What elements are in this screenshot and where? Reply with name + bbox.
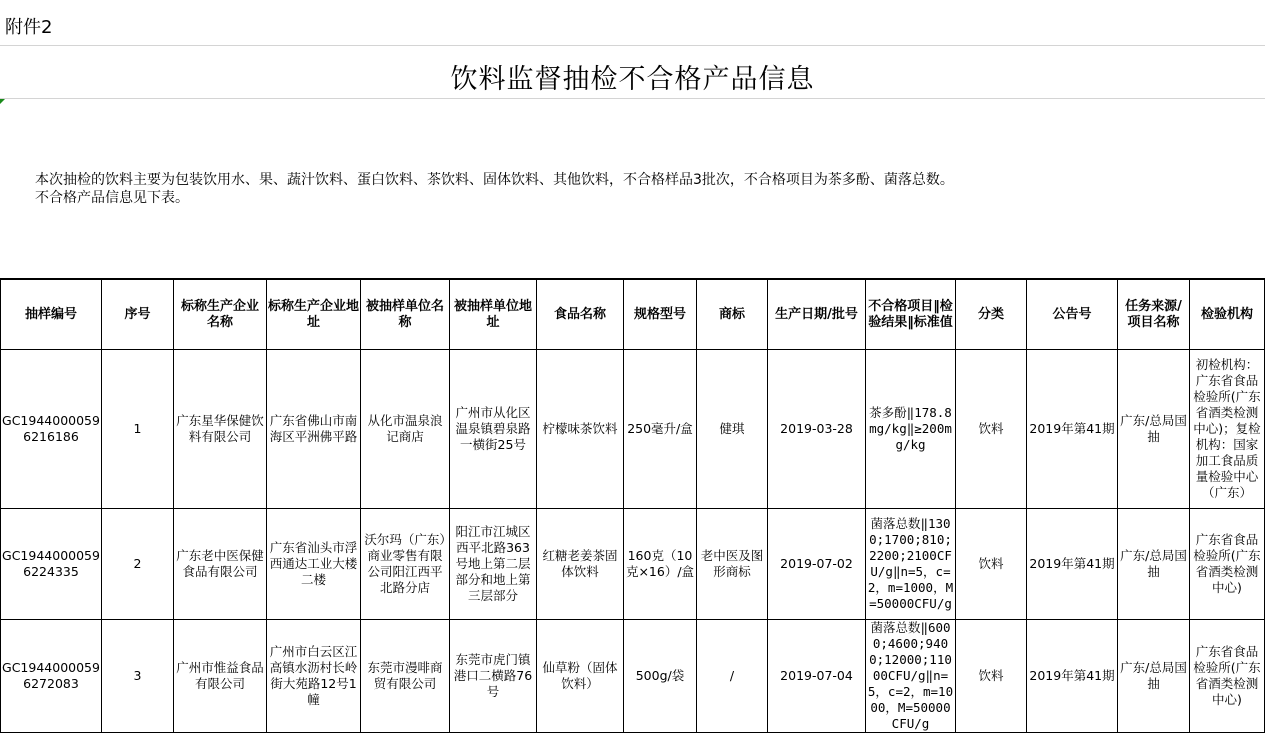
description-line-2: 不合格产品信息见下表。 xyxy=(35,190,189,206)
cell-spec: 250毫升/盒 xyxy=(624,350,697,509)
header-failed-item: 不合格项目‖检验结果‖标准值 xyxy=(866,280,956,350)
header-food-name: 食品名称 xyxy=(537,280,624,350)
cell-production-date: 2019-07-02 xyxy=(768,509,866,620)
header-inspection-agency: 检验机构 xyxy=(1190,280,1265,350)
cell-food-name: 柠檬味茶饮料 xyxy=(537,350,624,509)
cell-sample-id: GC19440000596272083 xyxy=(1,620,102,733)
header-brand: 商标 xyxy=(697,280,768,350)
cell-seq: 3 xyxy=(102,620,174,733)
cell-manufacturer-address: 广东省汕头市浮西通达工业大楼二楼 xyxy=(267,509,361,620)
cell-category: 饮料 xyxy=(956,350,1027,509)
header-sampled-unit-address: 被抽样单位地址 xyxy=(450,280,537,350)
cell-failed-item: 茶多酚‖178.8mg/kg‖≥200mg/kg xyxy=(866,350,956,509)
cell-manufacturer-address: 广州市白云区江高镇水沥村长岭街大苑路12号1幢 xyxy=(267,620,361,733)
header-task-source: 任务来源/项目名称 xyxy=(1118,280,1190,350)
results-table xyxy=(0,279,1265,733)
cell-sample-id: GC19440000596224335 xyxy=(1,509,102,620)
cell-sampled-unit: 从化市温泉浪记商店 xyxy=(361,350,450,509)
header-spec: 规格型号 xyxy=(624,280,697,350)
description xyxy=(35,171,954,207)
cell-sampled-unit-address: 阳江市江城区西平北路363号地上第二层部分和地上第三层部分 xyxy=(450,509,537,620)
cell-seq: 2 xyxy=(102,509,174,620)
header-sampled-unit: 被抽样单位名称 xyxy=(361,280,450,350)
header-sample-id: 抽样编号 xyxy=(1,280,102,350)
description-row xyxy=(0,99,1265,279)
cell-task-source: 广东/总局国抽 xyxy=(1118,509,1190,620)
header-announcement: 公告号 xyxy=(1027,280,1118,350)
cell-manufacturer: 广东星华保健饮料有限公司 xyxy=(174,350,267,509)
header-manufacturer-address: 标称生产企业地址 xyxy=(267,280,361,350)
attachment-row xyxy=(0,0,1265,46)
table-row xyxy=(1,509,1265,620)
cell-spec: 500g/袋 xyxy=(624,620,697,733)
cell-announcement: 2019年第41期 xyxy=(1027,350,1118,509)
cell-brand: / xyxy=(697,620,768,733)
header-row xyxy=(1,280,1265,350)
cell-spec: 160克（10克×16）/盒 xyxy=(624,509,697,620)
cell-sampled-unit-address: 广州市从化区温泉镇碧泉路一横街25号 xyxy=(450,350,537,509)
cell-sample-id: GC19440000596216186 xyxy=(1,350,102,509)
cell-production-date: 2019-07-04 xyxy=(768,620,866,733)
cell-inspection-agency: 初检机构：广东省食品检验所(广东省酒类检测中心)；复检机构：国家加工食品质量检验中心（广东） xyxy=(1190,350,1265,509)
cell-inspection-agency: 广东省食品检验所(广东省酒类检测中心) xyxy=(1190,620,1265,733)
table-row xyxy=(1,620,1265,733)
table-row xyxy=(1,350,1265,509)
page-title: 饮料监督抽检不合格产品信息 xyxy=(450,64,815,95)
cell-food-name: 仙草粉（固体饮料） xyxy=(537,620,624,733)
title-row xyxy=(0,46,1265,99)
attachment-label: 附件2 xyxy=(5,17,53,38)
cell-inspection-agency: 广东省食品检验所(广东省酒类检测中心) xyxy=(1190,509,1265,620)
cell-manufacturer-address: 广东省佛山市南海区平洲佛平路 xyxy=(267,350,361,509)
cell-failed-item: 菌落总数‖1300;1700;810;2200;2100CFU/g‖n=5，c=2，m=1000，M=50000CFU/g xyxy=(866,509,956,620)
description-line-1: 本次抽检的饮料主要为包装饮用水、果、蔬汁饮料、蛋白饮料、茶饮料、固体饮料、其他饮料，不合格样品3批次，不合格项目为茶多酚、菌落总数。 xyxy=(35,172,954,188)
cell-food-name: 红糖老姜茶固体饮料 xyxy=(537,509,624,620)
header-manufacturer: 标称生产企业名称 xyxy=(174,280,267,350)
cell-sampled-unit: 东莞市漫啡商贸有限公司 xyxy=(361,620,450,733)
cell-sampled-unit-address: 东莞市虎门镇港口二横路76号 xyxy=(450,620,537,733)
cell-category: 饮料 xyxy=(956,620,1027,733)
cell-failed-item: 菌落总数‖6000;4600;9400;12000;11000CFU/g‖n=5，c=2，m=1000，M=50000CFU/g xyxy=(866,620,956,733)
header-seq: 序号 xyxy=(102,280,174,350)
cell-sampled-unit: 沃尔玛（广东）商业零售有限公司阳江西平北路分店 xyxy=(361,509,450,620)
cell-task-source: 广东/总局国抽 xyxy=(1118,620,1190,733)
cell-seq: 1 xyxy=(102,350,174,509)
header-category: 分类 xyxy=(956,280,1027,350)
cell-brand: 老中医及图形商标 xyxy=(697,509,768,620)
cell-brand: 健琪 xyxy=(697,350,768,509)
cell-production-date: 2019-03-28 xyxy=(768,350,866,509)
cell-category: 饮料 xyxy=(956,509,1027,620)
cell-announcement: 2019年第41期 xyxy=(1027,509,1118,620)
cell-announcement: 2019年第41期 xyxy=(1027,620,1118,733)
header-production-date: 生产日期/批号 xyxy=(768,280,866,350)
cell-manufacturer: 广东老中医保健食品有限公司 xyxy=(174,509,267,620)
cell-task-source: 广东/总局国抽 xyxy=(1118,350,1190,509)
cell-manufacturer: 广州市惟益食品有限公司 xyxy=(174,620,267,733)
